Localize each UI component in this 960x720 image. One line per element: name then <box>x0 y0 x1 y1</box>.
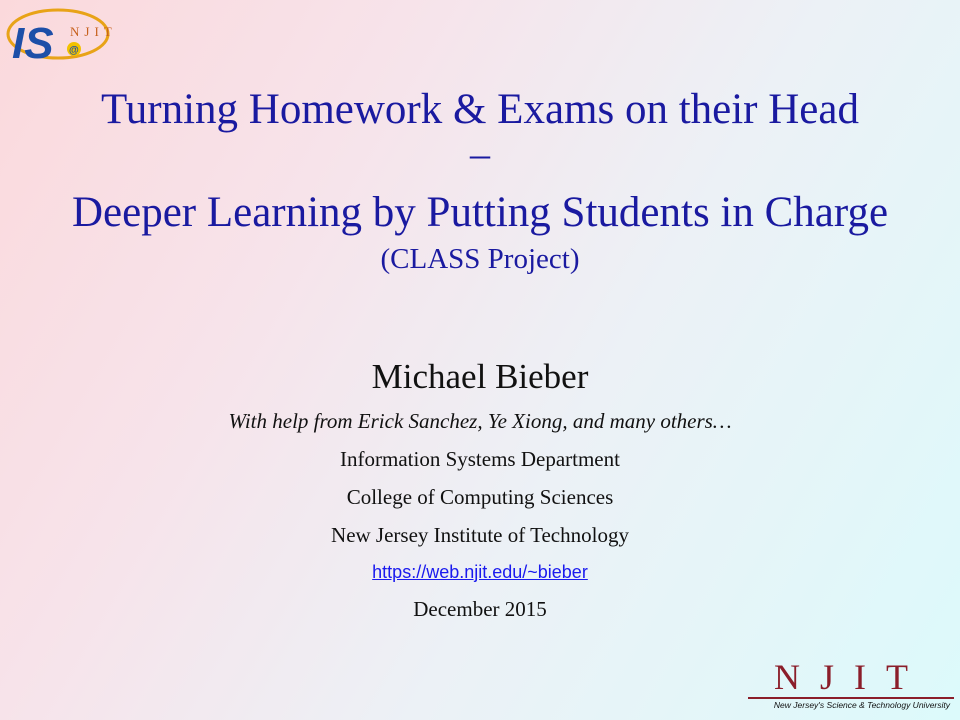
svg-text:@ <box>69 45 79 56</box>
is-at: @ <box>69 45 79 56</box>
is-letters: IS <box>12 19 54 66</box>
is-njit-logo <box>6 4 122 66</box>
title-line2: Deeper Learning by Putting Students in Charge <box>71 189 889 236</box>
homepage-link[interactable]: https://web.njit.edu/~bieber <box>372 562 588 582</box>
njit-rule <box>748 697 954 699</box>
njit-tagline: New Jersey's Science & Technology University <box>773 700 950 710</box>
department: Information Systems Department <box>340 447 620 471</box>
date: December 2015 <box>413 597 547 621</box>
title-subtitle: (CLASS Project) <box>380 243 580 275</box>
institute: New Jersey Institute of Technology <box>331 523 629 547</box>
svg-text:NJIT <box>70 24 117 39</box>
title-line1: Turning Homework & Exams on their Head <box>101 86 859 133</box>
njit-letters: NJIT <box>774 657 928 697</box>
njit-logo <box>748 657 954 712</box>
title-dash: – <box>470 131 490 176</box>
is-subtext: NJIT <box>70 24 117 39</box>
svg-text:IS <box>12 19 54 66</box>
author-name: Michael Bieber <box>371 357 589 396</box>
title-block <box>0 84 960 276</box>
college: College of Computing Sciences <box>346 485 614 509</box>
helpers-line: With help from Erick Sanchez, Ye Xiong, and many others… <box>228 409 732 433</box>
author-block <box>0 352 960 628</box>
